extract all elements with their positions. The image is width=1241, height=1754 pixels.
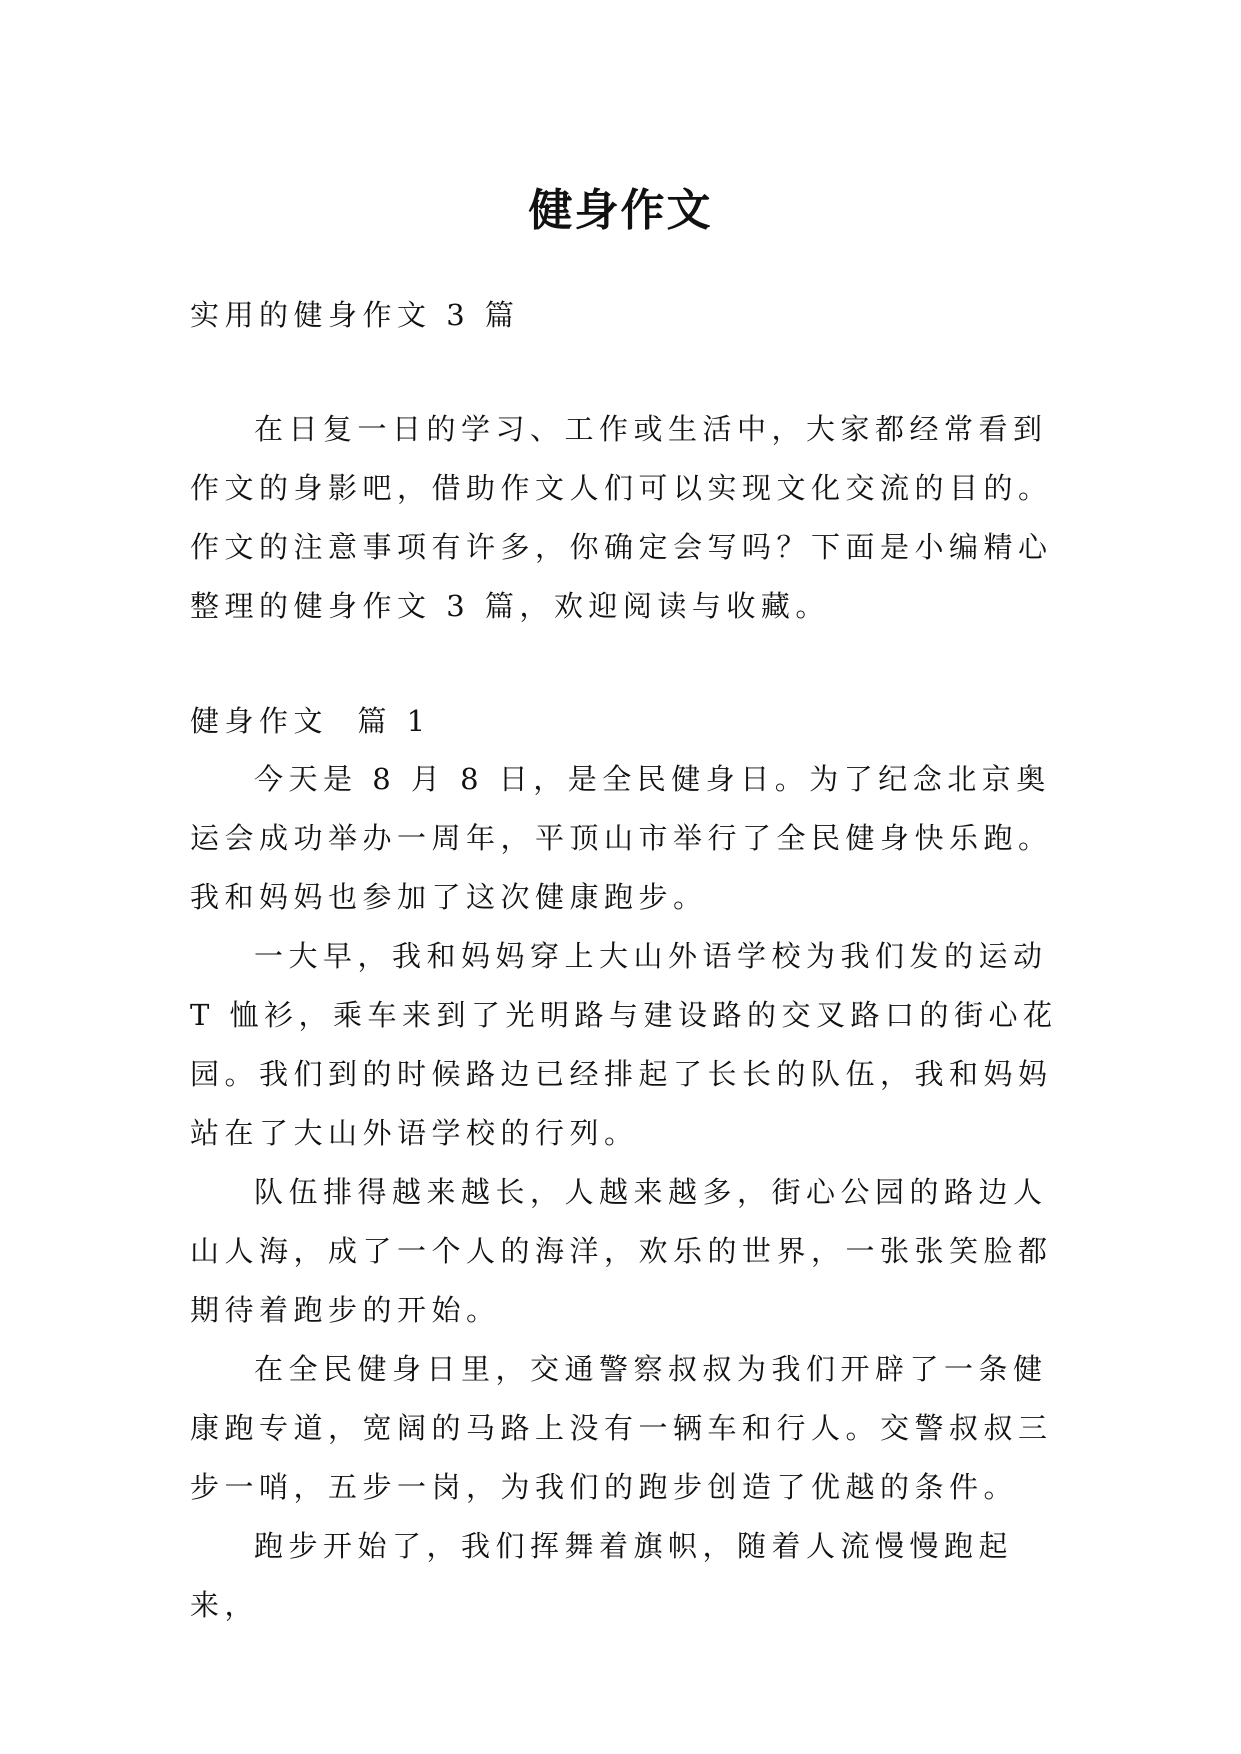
body-paragraph-1: 今天是 8 月 8 日，是全民健身日。为了纪念北京奥运会成功举办一周年，平顶山市举行了全民健身快乐跑。我和妈妈也参加了这次健康跑步。 (190, 762, 1053, 914)
body-paragraph-3: 队伍排得越来越长，人越来越多，街心公园的路边人山人海，成了一个人的海洋，欢乐的世界，一张张笑脸都期待着跑步的开始。 (190, 1175, 1053, 1327)
section-heading: 健身作文 篇 1 (190, 704, 431, 738)
intro-paragraph: 在日复一日的学习、工作或生活中，大家都经常看到作文的身影吧，借助作文人们可以实现文化交流的目的。作文的注意事项有许多，你确定会写吗？下面是小编精心整理的健身作文 3 篇，欢迎阅读与收藏。 (190, 412, 1053, 623)
document-title: 健身作文 (528, 185, 713, 237)
body-paragraph-5: 跑步开始了，我们挥舞着旗帜，随着人流慢慢跑起来， (190, 1529, 1014, 1622)
body-paragraph-2: 一大早，我和妈妈穿上大山外语学校为我们发的运动 T 恤衫，乘车来到了光明路与建设路的交叉路口的街心花园。我们到的时候路边已经排起了长长的队伍，我和妈妈站在了大山外语学校的行列。 (190, 939, 1058, 1150)
document-subtitle: 实用的健身作文 3 篇 (190, 298, 520, 332)
body-paragraph-4: 在全民健身日里，交通警察叔叔为我们开辟了一条健康跑专道，宽阔的马路上没有一辆车和行人。交警叔叔三步一哨，五步一岗，为我们的跑步创造了优越的条件。 (190, 1352, 1053, 1504)
